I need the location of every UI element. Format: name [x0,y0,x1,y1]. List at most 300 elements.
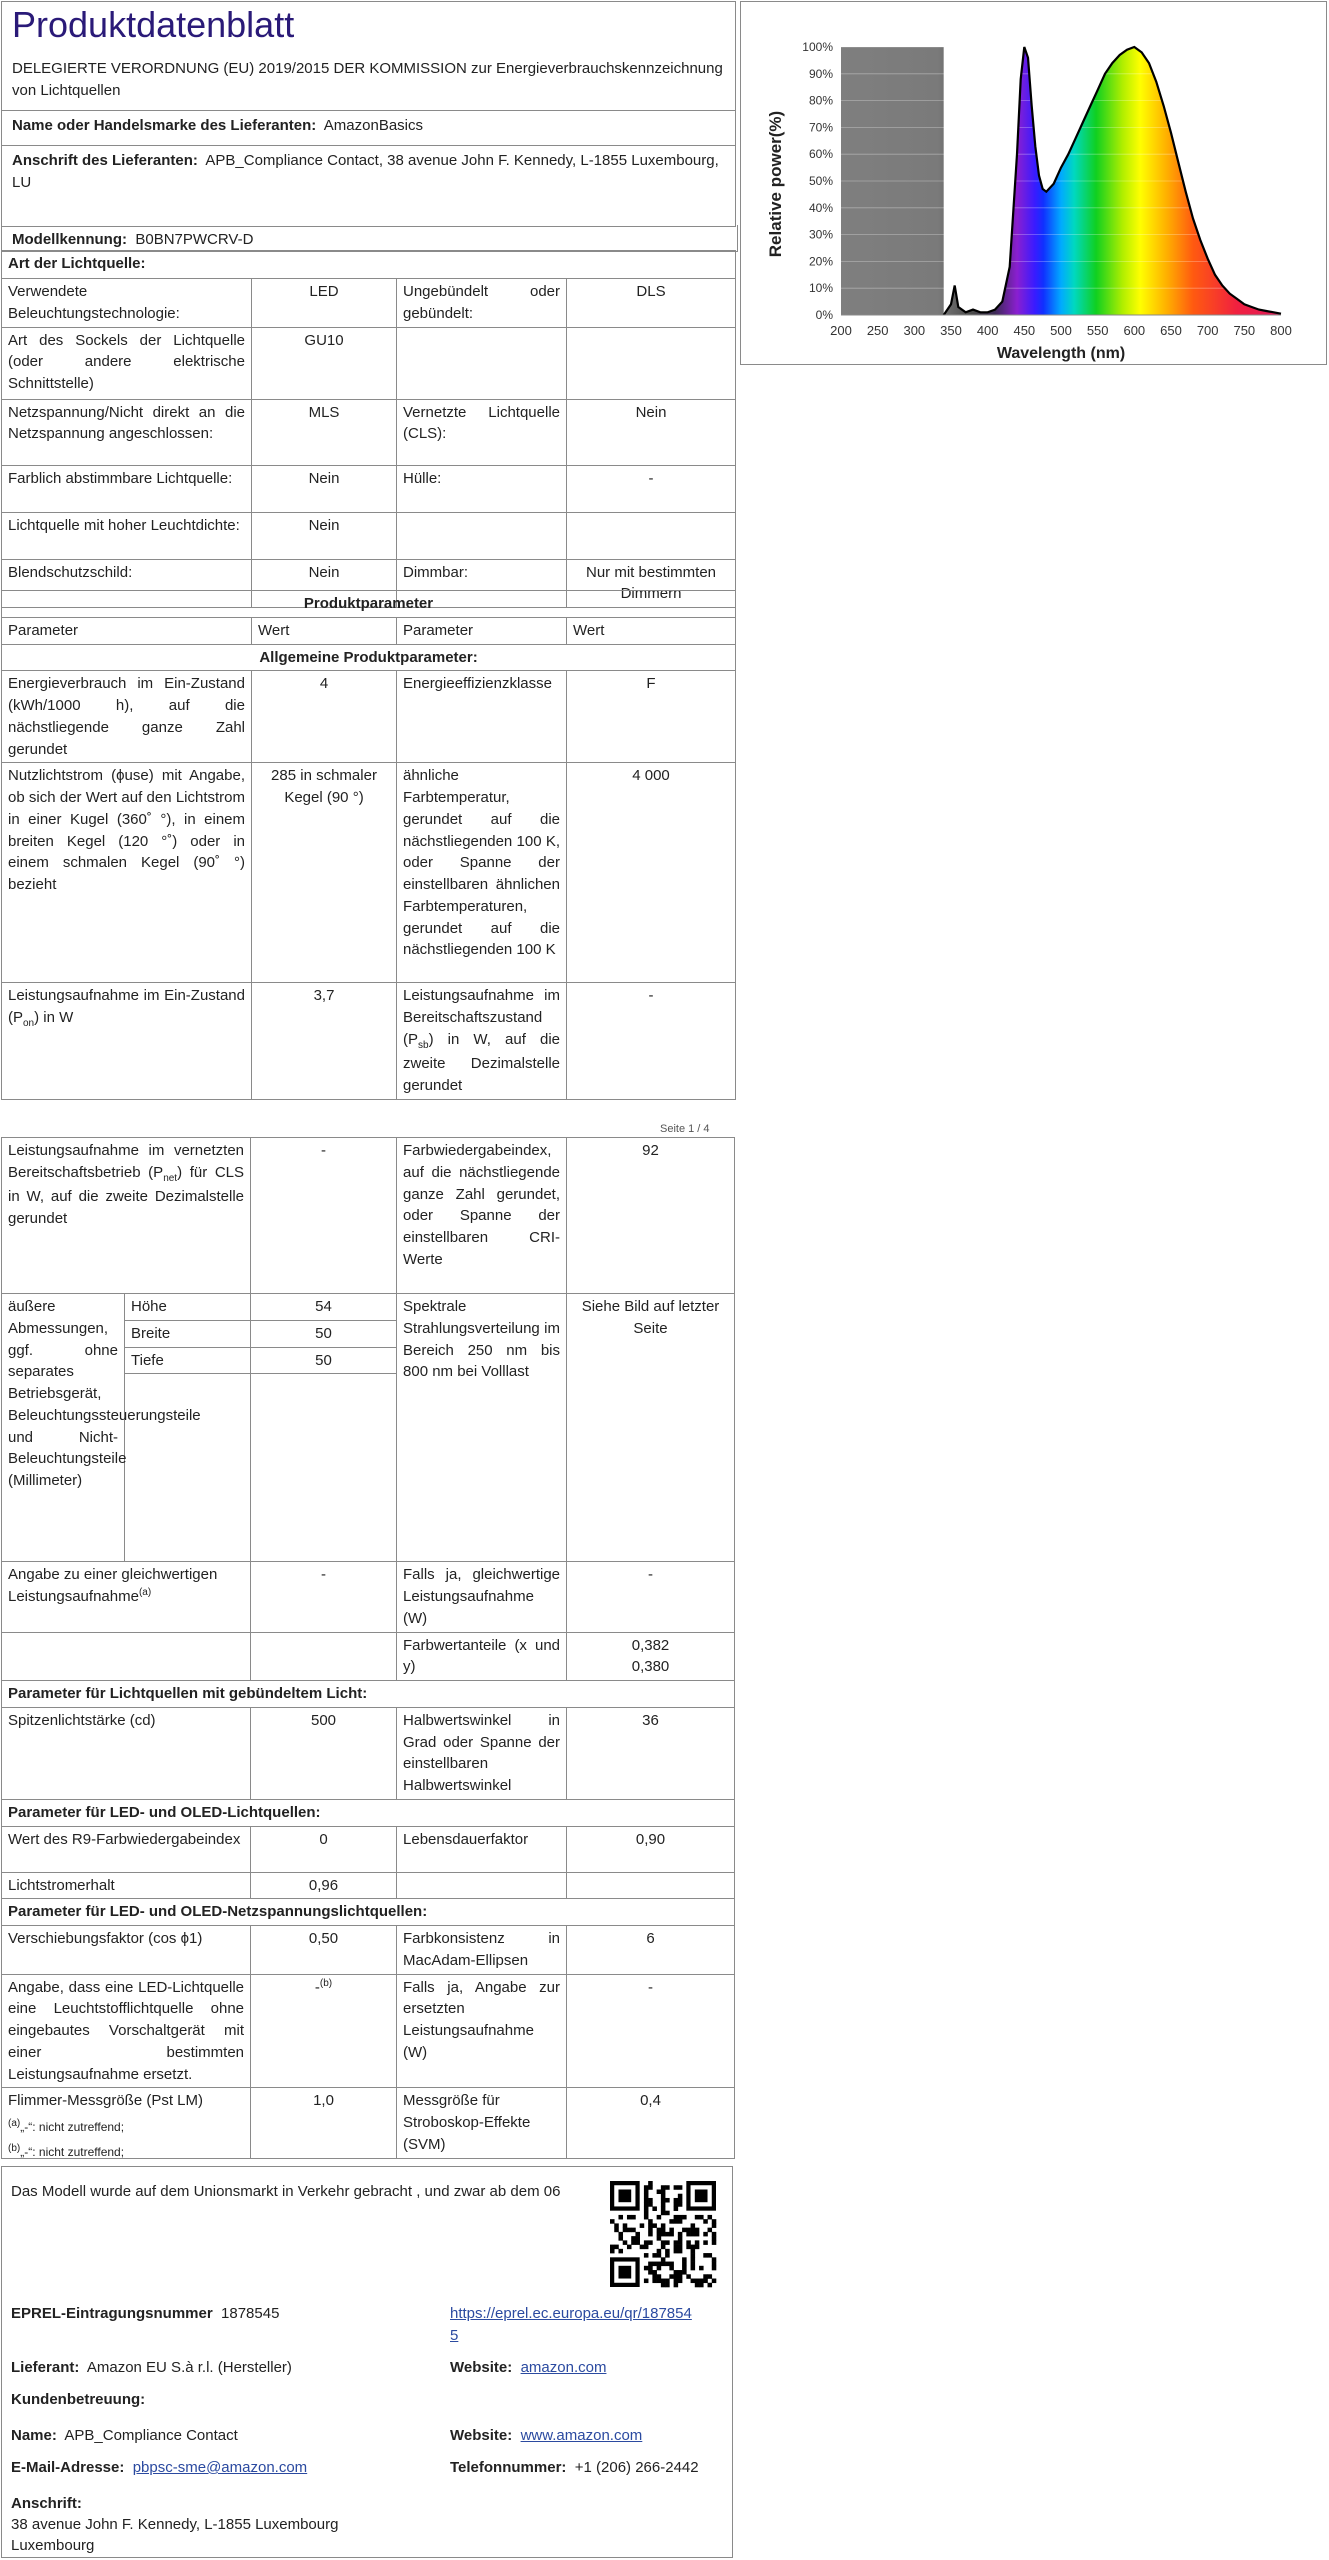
x-tick-label: 500 [1050,323,1072,338]
type-cell: LED [252,279,397,328]
spectrum-chart [740,1,1327,365]
qr-module [657,2279,662,2284]
y-tick-label: 50% [808,174,833,188]
qr-module [708,2228,713,2233]
flicker-value: 1,0 [251,2088,397,2158]
supplier-value: AmazonBasics [323,117,424,134]
qr-module [644,2211,649,2216]
email-link[interactable]: pbpsc-sme@amazon.com [132,2459,308,2476]
type-cell: Nein [252,465,397,512]
spd-value: Siehe Bild auf letzter Seite [567,1294,735,1562]
qr-module [665,2262,670,2267]
qr-module [648,2266,653,2271]
replace-label: Angabe, dass eine LED-Lichtquelle eine Leuchtstofflichtquelle ohne eingebautes Vorschaltgerät mit einer bestimmten Leistungsaufnahme ersetzt. [2,1974,251,2088]
qr-module [674,2206,679,2211]
website-label: Website: [450,2359,513,2376]
qr-module [644,2206,649,2211]
address-value: APB_Compliance Contact, 38 avenue John F. Kennedy, L-1855 Luxembourg, LU [12,152,719,191]
qr-module [674,2240,679,2245]
address-label: Anschrift des Lieferanten: [12,152,198,169]
qr-module [691,2253,696,2258]
phone-row [450,2457,699,2479]
qr-module [648,2240,653,2245]
qr-module [682,2266,687,2271]
y-tick-label: 10% [808,281,833,296]
type-cell: Blendschutzschild: [2,559,252,608]
y-tick-label: 30% [808,227,833,242]
peak-label: Spitzenlichtstärke (cd) [2,1707,251,1799]
qr-module [652,2262,657,2267]
qr-module [703,2219,708,2224]
type-cell: Nein [252,512,397,559]
qr-module [665,2198,670,2203]
params-heading: Produktparameter [2,591,736,618]
qr-module [695,2232,700,2237]
qr-module [648,2181,653,2186]
eprel-link[interactable]: https://eprel.ec.europa.eu/qr/1878545 [450,2305,692,2344]
qr-module [640,2245,645,2250]
qr-module [631,2215,636,2220]
qr-finder [618,2266,631,2279]
phone-label: Telefonnummer: [450,2459,567,2476]
qr-module [657,2236,662,2241]
type-cell: - [567,465,736,512]
qr-module [678,2185,683,2190]
qr-module [610,2249,615,2254]
qr-module [678,2240,683,2245]
type-cell: Nein [567,399,736,465]
model-row [1,225,738,252]
dls-heading: Parameter für Lichtquellen mit gebündeltem Licht: [2,1681,735,1708]
replace-w-value: - [567,1974,735,2088]
type-cell: MLS [252,399,397,465]
qr-module [635,2240,640,2245]
x-axis-label: Wavelength (nm) [996,345,1126,362]
qr-module [695,2215,700,2220]
qr-module [682,2270,687,2275]
dim-value: 50 [251,1347,397,1374]
qr-module [661,2240,666,2245]
qr-module [644,2189,649,2194]
qr-module [695,2240,700,2245]
qr-module [618,2232,623,2237]
y-tick-label: 80% [808,93,833,108]
customer-service-heading: Kundenbetreuung: [11,2391,146,2408]
dim-value: 54 [251,1294,397,1321]
qr-module [635,2232,640,2237]
qr-module [631,2236,636,2241]
qr-module [674,2270,679,2275]
type-cell: Nein [252,559,397,608]
qr-module [695,2279,700,2284]
qr-module [703,2274,708,2279]
qr-module [703,2253,708,2258]
svm-label: Messgröße für Stroboskop-Effekte (SVM) [397,2088,567,2158]
qr-module [674,2219,679,2224]
x-tick-label: 450 [1013,323,1036,338]
qr-module [652,2274,657,2279]
qr-finder [618,2189,631,2202]
qr-module [614,2223,619,2228]
website2-link[interactable]: www.amazon.com [520,2427,643,2444]
psb-label: Leistungsaufnahme im Bereitschaftszustand $(P_{sb})$ in W, auf die zweite Dezimalstelle gerundet [397,983,567,1100]
column-header: Parameter [2,617,252,644]
qr-module [657,2266,662,2271]
type-cell: GU10 [252,327,397,399]
qr-module [652,2270,657,2275]
website2-label: Website: [450,2427,513,2444]
replace-w-label: Falls ja, Angabe zur ersetzten Leistungsaufnahme (W) [397,1974,567,2088]
qr-module [665,2240,670,2245]
qr-module [686,2232,691,2237]
footnote-b: $^{(b)}$„-“: nicht zutreffend; [8,2143,125,2159]
qr-module [674,2283,679,2288]
qr-module [678,2202,683,2207]
y-axis-label: Relative power(%) [766,110,785,258]
qr-module [644,2215,649,2220]
qr-module [648,2270,653,2275]
x-tick-label: 700 [1196,323,1219,338]
address-row [2,145,735,202]
qr-module [678,2245,683,2250]
empty-cell [251,1632,397,1681]
survival-value: 0,90 [567,1826,735,1872]
type-cell: Vernetzte Lichtquelle (CLS): [397,399,567,465]
pon-value: 3,7 [252,983,397,1100]
cct-value: 4 000 [567,763,736,983]
qr-module [691,2228,696,2233]
equiv-value: - [251,1562,397,1632]
qr-module [661,2232,666,2237]
qr-module [623,2228,628,2233]
product-parameters-table [1,590,736,1100]
qr-module [686,2274,691,2279]
qr-module [661,2194,666,2199]
qr-module [678,2270,683,2275]
name-value: APB_Compliance Contact [64,2427,238,2444]
qr-module [618,2215,623,2220]
page-number: Seite 1 / 4 [660,1123,710,1135]
x-tick-label: 750 [1233,323,1256,338]
qr-module [644,2185,649,2190]
eprel-value: 1878545 [221,2305,280,2322]
beam-value: 36 [567,1707,735,1799]
qr-module [699,2266,704,2271]
qr-module [665,2249,670,2254]
qr-module [657,2228,662,2233]
qr-module [674,2198,679,2203]
qr-module [623,2223,628,2228]
empty-cell [397,1872,567,1899]
flux-label: Nutzlichtstrom (ϕuse) mit Angabe, ob sich der Wert auf den Lichtstrom in einer Kugel (360˚ °), in einem breiten Kegel (120 °˚) oder in einem schmalen Kegel (90˚ °) bezieht [2,763,252,983]
page2-table [1,1137,735,2159]
qr-module [674,2245,679,2250]
qr-module [644,2194,649,2199]
dim-spacer [125,1374,251,1562]
name-label: Name: [11,2427,57,2444]
name-row [11,2425,238,2447]
equiv-w-value: - [567,1562,735,1632]
type-cell: Nur mit bestimmten Dimmern [567,559,736,608]
chroma-value: 0,382 0,380 [567,1632,735,1681]
mains-heading: Parameter für LED- und OLED-Netzspannungslichtquellen: [2,1899,735,1926]
qr-module [665,2253,670,2258]
x-tick-label: 800 [1270,323,1292,338]
qr-module [648,2228,653,2233]
qr-module [712,2266,717,2271]
qr-module [644,2240,649,2245]
type-cell: Dimmbar: [397,559,567,608]
qr-module [674,2249,679,2254]
y-tick-label: 0% [815,308,833,322]
type-cell: Verwendete Beleuchtungstechnologie: [2,279,252,328]
energy-value: 4 [252,671,397,763]
qr-module [648,2219,653,2224]
qr-module [686,2228,691,2233]
email-row [11,2457,307,2479]
peak-value: 500 [251,1707,397,1799]
qr-module [661,2223,666,2228]
qr-module [623,2240,628,2245]
dim-spacer [251,1374,397,1562]
qr-module [691,2249,696,2254]
qr-module [627,2228,632,2233]
qr-module [686,2240,691,2245]
qr-module [708,2215,713,2220]
qr-module [691,2262,696,2267]
column-header: Parameter [397,617,567,644]
qr-module [661,2262,666,2267]
qr-module [678,2198,683,2203]
spectrum-svg [741,2,1326,364]
qr-code [610,2181,716,2287]
empty-cell [567,1872,735,1899]
qr-module [665,2232,670,2237]
qr-module [674,2279,679,2284]
maint-value: 0,96 [251,1872,397,1899]
info-address-label: Anschrift: [11,2495,82,2512]
regulation-subtitle: DELEGIERTE VERORDNUNG (EU) 2019/2015 DER KOMMISSION zur Energieverbrauchskennzeichnung von Lichtquellen [12,60,723,99]
info-address-line2: Luxembourg [11,2537,95,2554]
qr-module [644,2253,649,2258]
dim-value: 50 [251,1320,397,1347]
y-tick-label: 100% [802,40,833,54]
type-cell [397,327,567,399]
qr-finder [695,2189,708,2202]
qr-module [712,2257,717,2262]
qr-module [648,2198,653,2203]
supplier-row [2,110,735,145]
qr-module [691,2223,696,2228]
equiv-w-label: Falls ja, gleichwertige Leistungsaufnahme (W) [397,1562,567,1632]
qr-module [682,2257,687,2262]
eff-class-label: Energieeffizienzklasse [397,671,567,763]
pon-label: Leistungsaufnahme im Ein-Zustand $(P_{on})$ in W [2,983,252,1100]
x-tick-label: 300 [903,323,926,338]
cri-value: 92 [567,1138,735,1294]
general-heading: Allgemeine Produktparameter: [2,644,736,671]
led-heading: Parameter für LED- und OLED-Lichtquellen: [2,1799,735,1826]
qr-module [674,2202,679,2207]
survival-label: Lebensdauerfaktor [397,1826,567,1872]
type-cell: Lichtquelle mit hoher Leuchtdichte: [2,512,252,559]
qr-module [657,2249,662,2254]
qr-module [678,2274,683,2279]
x-tick-label: 600 [1123,323,1146,338]
qr-module [682,2262,687,2267]
x-tick-label: 650 [1160,323,1182,338]
qr-module [678,2219,683,2224]
x-tick-label: 250 [866,323,889,338]
qr-module [699,2279,704,2284]
info-box [1,2166,733,2558]
y-tick-label: 40% [808,200,833,215]
column-header: Wert [567,617,736,644]
qr-module [678,2279,683,2284]
qr-module [644,2245,649,2250]
cct-label: ähnliche Farbtemperatur, gerundet auf die nächstliegenden 100 K, oder Spanne der einstellbaren ähnlichen Farbtemperaturen, gerundet auf die nächstliegenden 100 K [397,763,567,983]
qr-module [618,2236,623,2241]
info-supplier-label: Lieferant: [11,2359,80,2376]
type-cell: Farblich abstimmbare Lichtquelle: [2,465,252,512]
qr-module [661,2185,666,2190]
qr-module [635,2236,640,2241]
info-address-line1: 38 avenue John F. Kennedy, L-1855 Luxembourg [11,2516,339,2533]
qr-module [708,2274,713,2279]
flux-value: 285 in schmaler Kegel (90 °) [252,763,397,983]
type-table [1,250,736,608]
qr-module [695,2245,700,2250]
equiv-label: Angabe zu einer gleichwertigen Leistungsaufnahme$^{(a)}$ [2,1562,251,1632]
qr-module [644,2198,649,2203]
qr-module [661,2202,666,2207]
spd-label: Spektrale Strahlungsverteilung im Bereich 250 nm bis 800 nm bei Volllast [397,1294,567,1562]
qr-module [631,2228,636,2233]
chroma-label: Farbwertanteile (x und y) [397,1632,567,1681]
qr-module [712,2240,717,2245]
qr-module [712,2232,717,2237]
qr-module [703,2240,708,2245]
energy-label: Energieverbrauch im Ein-Zustand (kWh/1000 h), auf die nächstliegende ganze Zahl gerundet [2,671,252,763]
type-cell: Ungebündelt oder gebündelt: [397,279,567,328]
qr-module [657,2274,662,2279]
qr-module [610,2245,615,2250]
qr-module [652,2206,657,2211]
type-cell [567,327,736,399]
qr-module [631,2240,636,2245]
dims-label: äußere Abmessungen, ggf. ohne separates Betriebsgerät, Beleuchtungssteuerungsteile und Nicht-Beleuchtungsteile (Millimeter) [2,1294,125,1562]
qr-module [665,2211,670,2216]
email-label: E-Mail-Adresse: [11,2459,125,2476]
qr-module [644,2279,649,2284]
qr-module [627,2245,632,2250]
model-value: B0BN7PWCRV-D [135,231,254,248]
qr-module [661,2189,666,2194]
maint-label: Lichtstromerhalt [2,1872,251,1899]
website-row [450,2357,606,2379]
qr-module [644,2266,649,2271]
qr-module [712,2219,717,2224]
type-cell: DLS [567,279,736,328]
type-heading: Art der Lichtquelle: [2,251,736,279]
qr-module [652,2253,657,2258]
dim-name: Breite [125,1320,251,1347]
qr-module [657,2232,662,2237]
page-title: Produktdatenblatt [12,4,295,45]
phone-value: +1 (206) 266-2442 [574,2459,699,2476]
qr-module [652,2223,657,2228]
psb-value: - [567,983,736,1100]
supplier-info-row [11,2357,292,2379]
qr-module [661,2198,666,2203]
replace-value: -$^{(b)}$ [251,1974,397,2088]
qr-module [648,2185,653,2190]
qr-module [661,2228,666,2233]
empty-cell [2,1632,251,1681]
qr-module [648,2232,653,2237]
qr-module [657,2262,662,2267]
qr-module [669,2232,674,2237]
qr-module [627,2215,632,2220]
type-cell: Art des Sockels der Lichtquelle (oder andere elektrische Schnittstelle) [2,327,252,399]
website-link[interactable]: amazon.com [520,2359,607,2376]
column-header: Wert [252,617,397,644]
type-cell [397,512,567,559]
qr-module [708,2253,713,2258]
cos-value: 0,50 [251,1926,397,1975]
qr-module [669,2274,674,2279]
qr-module [661,2206,666,2211]
qr-module [618,2249,623,2254]
qr-module [686,2245,691,2250]
qr-module [661,2245,666,2250]
type-cell: Netzspannung/Nicht direkt an die Netzspannung angeschlossen: [2,399,252,465]
qr-module [661,2211,666,2216]
x-tick-label: 200 [830,323,852,338]
qr-module [648,2223,653,2228]
eprel-row [11,2303,279,2325]
eprel-label: EPREL-Eintragungsnummer [11,2305,213,2322]
qr-module [703,2232,708,2237]
qr-module [712,2236,717,2241]
qr-module [674,2185,679,2190]
qr-module [657,2189,662,2194]
cos-label: Verschiebungsfaktor (cos ϕ1) [2,1926,251,1975]
qr-module [712,2279,717,2284]
qr-module [674,2215,679,2220]
svm-value: 0,4 [567,2088,735,2158]
qr-module [691,2279,696,2284]
qr-module [661,2283,666,2288]
qr-module [678,2249,683,2254]
x-tick-label: 350 [940,323,962,338]
qr-module [678,2232,683,2237]
qr-module [699,2283,704,2288]
macadam-value: 6 [567,1926,735,1975]
qr-module [665,2283,670,2288]
qr-module [652,2279,657,2284]
market-text: Das Modell wurde auf dem Unionsmarkt in Verkehr gebracht , und zwar ab dem 06 [11,2183,561,2200]
qr-module [614,2228,619,2233]
qr-module [610,2219,615,2224]
model-label: Modellkennung: [12,231,127,248]
qr-module [665,2279,670,2284]
qr-module [682,2215,687,2220]
qr-module [661,2279,666,2284]
qr-module [708,2283,713,2288]
qr-module [665,2185,670,2190]
qr-module [682,2228,687,2233]
